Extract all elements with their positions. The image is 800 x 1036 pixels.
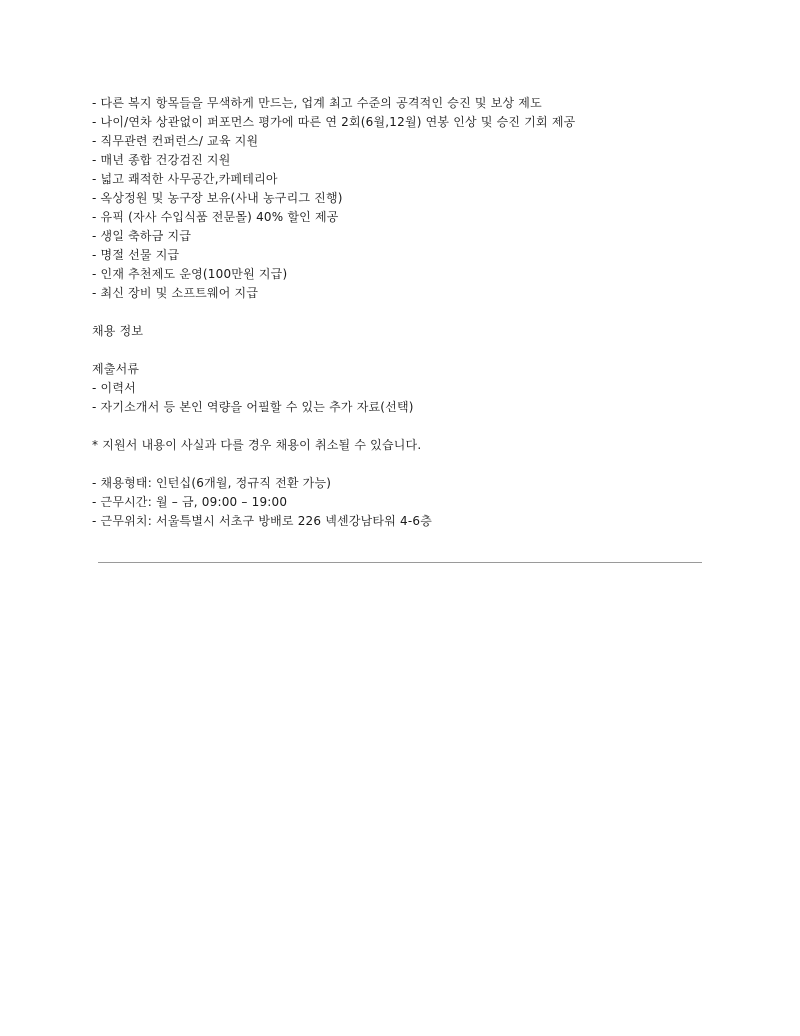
benefit-item: - 나이/연차 상관없이 퍼포먼스 평가에 따른 연 2회(6월,12월) 연봉 인상 및 승진 기회 제공	[92, 115, 576, 129]
horizontal-divider	[98, 562, 702, 563]
employment-details-list	[92, 474, 712, 531]
spacer	[92, 341, 712, 360]
benefit-item: - 옥상정원 및 농구장 보유(사내 농구리그 진행)	[92, 191, 343, 205]
document-item: - 이력서	[92, 381, 136, 395]
spacer	[92, 417, 712, 436]
benefit-item: - 다른 복지 항목들을 무색하게 만드는, 업계 최고 수준의 공격적인 승진 및 보상 제도	[92, 96, 542, 110]
spacer	[92, 455, 712, 474]
job-posting-document	[92, 94, 712, 531]
documents-list	[92, 379, 712, 417]
benefit-item: - 직무관련 컨퍼런스/ 교육 지원	[92, 134, 259, 148]
benefit-item: - 인재 추천제도 운영(100만원 지급)	[92, 267, 288, 281]
benefit-item: - 매년 종합 건강검진 지원	[92, 153, 231, 167]
detail-item: - 근무시간: 월 – 금, 09:00 – 19:00	[92, 495, 288, 509]
spacer	[92, 303, 712, 322]
benefits-list	[92, 94, 712, 303]
detail-item: - 채용형태: 인턴십(6개월, 정규직 전환 가능)	[92, 476, 332, 490]
detail-item: - 근무위치: 서울특별시 서초구 방배로 226 넥센강남타워 4-6층	[92, 514, 433, 528]
benefit-item: - 최신 장비 및 소프트웨어 지급	[92, 286, 259, 300]
notice-text: * 지원서 내용이 사실과 다를 경우 채용이 취소될 수 있습니다.	[92, 438, 422, 452]
benefit-item: - 생일 축하금 지급	[92, 229, 192, 243]
benefit-item: - 넓고 쾌적한 사무공간,카페테리아	[92, 172, 278, 186]
recruit-info-heading: 채용 정보	[92, 324, 144, 338]
document-item: - 자기소개서 등 본인 역량을 어필할 수 있는 추가 자료(선택)	[92, 400, 414, 414]
benefit-item: - 유픽 (자사 수입식품 전문몰) 40% 할인 제공	[92, 210, 339, 224]
documents-heading: 제출서류	[92, 362, 140, 376]
benefit-item: - 명절 선물 지급	[92, 248, 180, 262]
